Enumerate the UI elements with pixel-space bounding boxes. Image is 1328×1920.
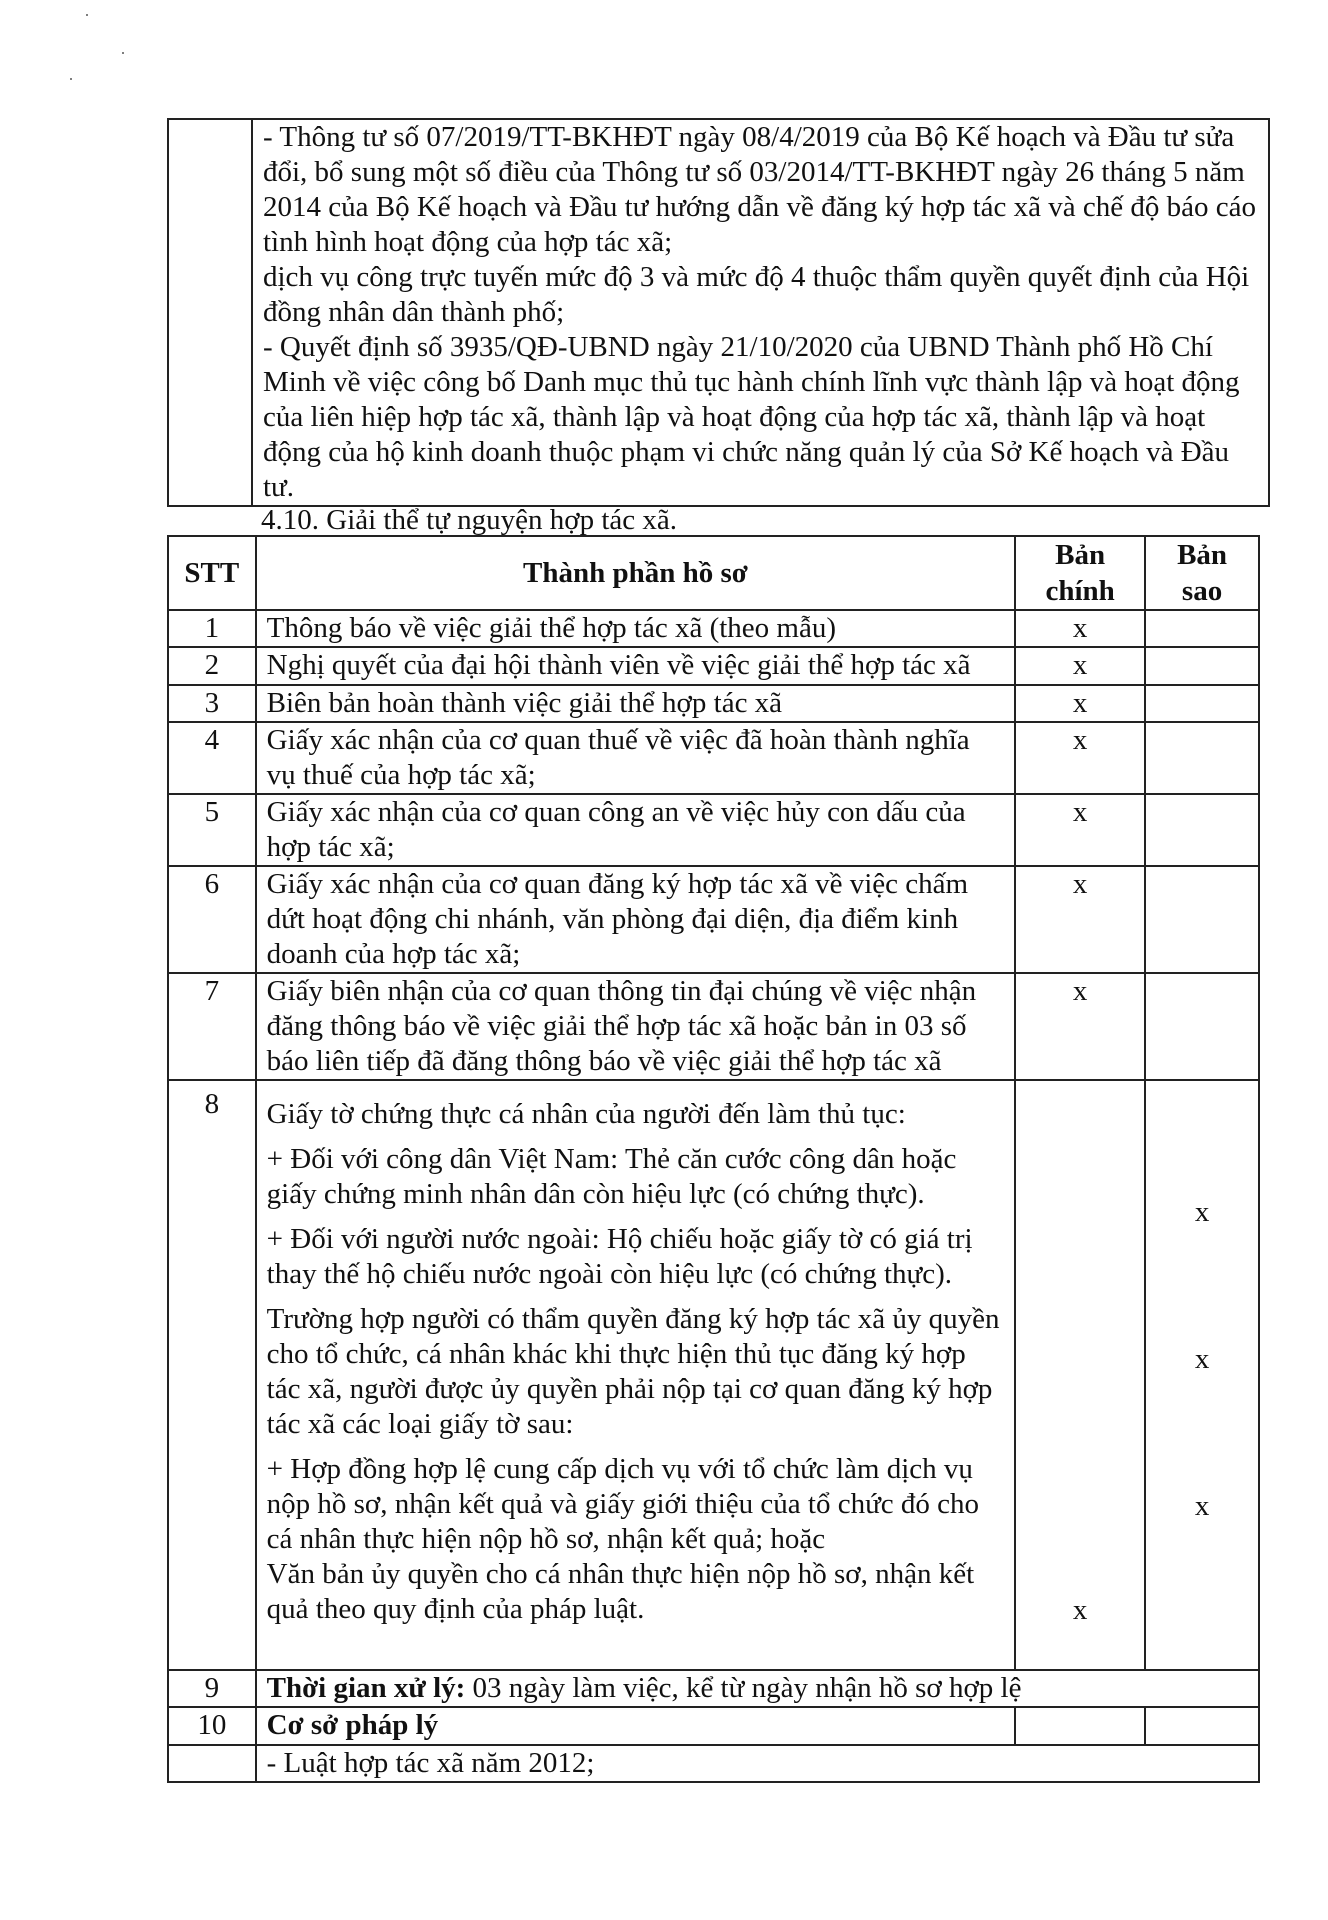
row8-paragraph: Trường hợp người có thẩm quyền đăng ký hợp tác xã ủy quyền cho tổ chức, cá nhân khác khi thực hiện thủ tục đăng ký hợp tác xã, người được ủy quyền phải nộp tại cơ quan đăng ký hợp tác xã các loại giấy tờ sau: <box>266 1303 1000 1440</box>
empty-cell <box>168 1745 256 1782</box>
processing-time-value: 03 ngày làm việc, kể từ ngày nhận hồ sơ hợp lệ <box>465 1672 1022 1704</box>
table-row-legal-basis-item <box>168 1745 1259 1782</box>
row-number: 5 <box>168 794 256 866</box>
row8-paragraph: Giấy tờ chứng thực cá nhân của người đến làm thủ tục: <box>266 1098 906 1130</box>
header-original: Bản chính <box>1015 536 1145 610</box>
row-number: 10 <box>168 1707 256 1745</box>
row-text: Giấy xác nhận của cơ quan công an về việc hủy con dấu của hợp tác xã; <box>256 794 1016 866</box>
copy-mark: x <box>1194 1343 1210 1375</box>
scan-speck <box>122 52 124 54</box>
table-header-row <box>168 536 1259 610</box>
header-copy: Bản sao <box>1145 536 1259 610</box>
header-component: Thành phần hồ sơ <box>256 536 1016 610</box>
row-text: Giấy biên nhận của cơ quan thông tin đại chúng về việc nhận đăng thông báo về việc giải thể hợp tác xã hoặc bản in 03 số báo liên tiếp đã đăng thông báo về việc giải thể hợp tác xã <box>256 973 1016 1080</box>
original-mark: x <box>1015 685 1145 722</box>
copy-mark: x <box>1194 1490 1210 1522</box>
row-text: Thông báo về việc giải thể hợp tác xã (theo mẫu) <box>256 610 1016 647</box>
copy-mark <box>1145 722 1259 794</box>
table-row-legal-basis <box>168 1707 1259 1745</box>
copy-mark <box>1145 685 1259 722</box>
copy-mark <box>1145 866 1259 973</box>
row-number: 4 <box>168 722 256 794</box>
table-row-processing-time <box>168 1670 1259 1707</box>
row8-paragraph: + Đối với người nước ngoài: Hộ chiếu hoặc giấy tờ có giá trị thay thế hộ chiếu nước ngoài còn hiệu lực (có chứng thực). <box>266 1223 973 1290</box>
empty-index-cell <box>168 119 252 506</box>
row-text: Giấy xác nhận của cơ quan đăng ký hợp tác xã về việc chấm dứt hoạt động chi nhánh, văn phòng đại diện, địa điểm kinh doanh của hợp tác xã; <box>256 866 1016 973</box>
legal-basis-label: Cơ sở pháp lý <box>256 1707 1016 1745</box>
table-row <box>168 722 1259 794</box>
legal-basis-paragraph: - Quyết định số 3935/QĐ-UBND ngày 21/10/2020 của UBND Thành phố Hồ Chí Minh về việc công bố Danh mục thủ tục hành chính lĩnh vực thành lập và hoạt động của liên hiệp hợp tác xã, thành lập và hoạt động của hợp tác xã, thành lập và hoạt động của hộ kinh doanh thuộc phạm vi chức năng quản lý của Sở Kế hoạch và Đầu tư. <box>263 331 1240 503</box>
table-row <box>168 866 1259 973</box>
copy-mark <box>1145 647 1259 685</box>
section-heading: 4.10. Giải thể tự nguyện hợp tác xã. <box>261 504 678 536</box>
row-number: 2 <box>168 647 256 685</box>
row-number: 8 <box>168 1080 256 1670</box>
header-stt: STT <box>168 536 256 610</box>
row-text: Biên bản hoàn thành việc giải thể hợp tác xã <box>256 685 1016 722</box>
row8-paragraph: + Hợp đồng hợp lệ cung cấp dịch vụ với tổ chức làm dịch vụ nộp hồ sơ, nhận kết quả và giấy giới thiệu của tổ chức đó cho cá nhân thực hiện nộp hồ sơ, nhận kết quả; hoặc <box>266 1453 980 1555</box>
legal-basis-item: - Luật hợp tác xã năm 2012; <box>256 1745 1259 1782</box>
copy-mark: x <box>1194 1196 1210 1228</box>
original-marks-cell <box>1015 1080 1145 1670</box>
processing-time-label: Thời gian xử lý: <box>266 1672 466 1704</box>
original-mark: x <box>1015 794 1145 866</box>
row8-paragraph: Văn bản ủy quyền cho cá nhân thực hiện nộp hồ sơ, nhận kết quả theo quy định của pháp luật. <box>266 1558 975 1625</box>
legal-basis-paragraph: - Thông tư số 07/2019/TT-BKHĐT ngày 08/4/2019 của Bộ Kế hoạch và Đầu tư sửa đổi, bổ sung một số điều của Thông tư số 03/2014/TT-BKHĐT ngày 26 tháng 5 năm 2014 của Bộ Kế hoạch và Đầu tư hướng dẫn về đăng ký hợp tác xã và chế độ báo cáo tình hình hoạt động của hợp tác xã; <box>263 121 1257 258</box>
dossier-components-table <box>167 535 1260 1783</box>
processing-time-cell <box>256 1670 1259 1707</box>
copy-mark <box>1145 794 1259 866</box>
copy-mark <box>1145 973 1259 1080</box>
original-mark: x <box>1072 1594 1088 1626</box>
table-row <box>168 610 1259 647</box>
original-mark: x <box>1015 610 1145 647</box>
row-number: 7 <box>168 973 256 1080</box>
scan-speck <box>70 78 72 80</box>
row-number: 9 <box>168 1670 256 1707</box>
empty-cell <box>1145 1707 1259 1745</box>
row-number: 1 <box>168 610 256 647</box>
legal-basis-paragraph: dịch vụ công trực tuyến mức độ 3 và mức độ 4 thuộc thẩm quyền quyết định của Hội đồng nhân dân thành phố; <box>263 261 1250 328</box>
table-row <box>168 973 1259 1080</box>
original-mark: x <box>1015 722 1145 794</box>
copy-marks-cell <box>1145 1080 1259 1670</box>
legal-basis-continuation-table <box>167 118 1270 507</box>
original-mark: x <box>1015 973 1145 1080</box>
scan-speck <box>86 14 88 16</box>
row-text: Giấy xác nhận của cơ quan thuế về việc đã hoàn thành nghĩa vụ thuế của hợp tác xã; <box>256 722 1016 794</box>
table-row <box>168 794 1259 866</box>
original-mark: x <box>1015 647 1145 685</box>
row8-paragraph: + Đối với công dân Việt Nam: Thẻ căn cước công dân hoặc giấy chứng minh nhân dân còn hiệu lực (có chứng thực). <box>266 1143 957 1210</box>
row-number: 3 <box>168 685 256 722</box>
table-row <box>168 647 1259 685</box>
table-row <box>168 685 1259 722</box>
row-text <box>256 1080 1016 1670</box>
copy-mark <box>1145 610 1259 647</box>
empty-cell <box>1015 1707 1145 1745</box>
legal-basis-text-cell <box>252 119 1269 506</box>
row-number: 6 <box>168 866 256 973</box>
original-mark: x <box>1015 866 1145 973</box>
row-text: Nghị quyết của đại hội thành viên về việc giải thể hợp tác xã <box>256 647 1016 685</box>
table-row-personal-documents <box>168 1080 1259 1670</box>
